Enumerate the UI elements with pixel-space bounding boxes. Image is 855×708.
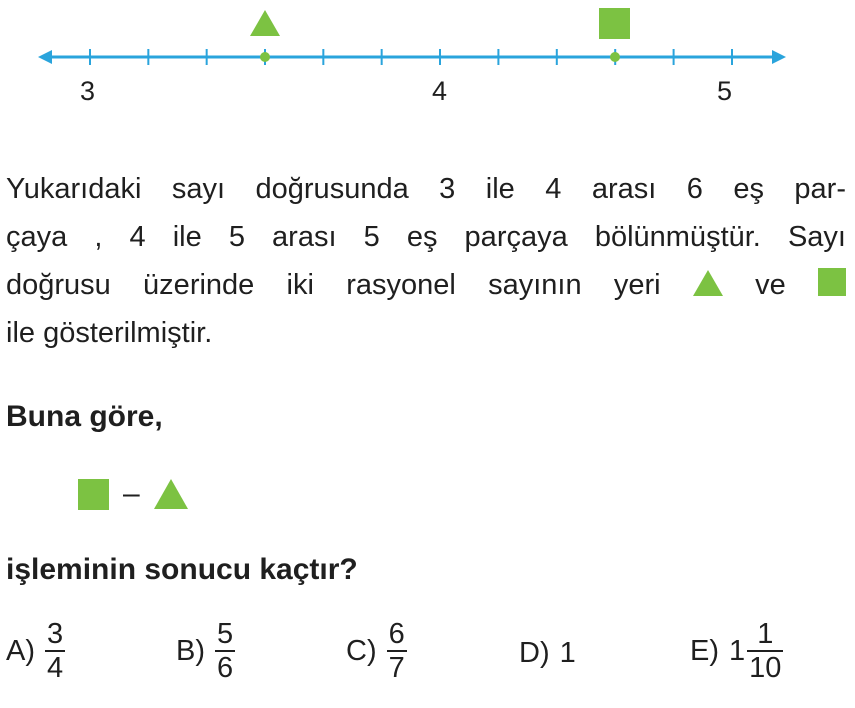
option-c-numerator: 6 — [388, 618, 405, 650]
option-a-denominator: 4 — [47, 652, 64, 684]
paragraph-ve: ve — [755, 269, 786, 301]
tick-label-3: 3 — [80, 76, 96, 106]
triangle-icon — [693, 270, 723, 296]
option-e-fraction — [747, 618, 783, 684]
paragraph-line-4: ile gösterilmiştir. — [6, 317, 213, 349]
triangle-icon — [250, 10, 280, 36]
question-text: işleminin sonucu kaçtır? — [6, 553, 358, 586]
option-b[interactable] — [176, 618, 235, 684]
paragraph-line-1: Yukarıdaki sayı doğrusunda 3 ile 4 arası 6 eş par- — [6, 173, 846, 205]
option-e[interactable] — [690, 618, 783, 684]
option-a-fraction — [45, 618, 65, 684]
square-icon — [599, 8, 630, 39]
option-b-label: B) — [176, 634, 205, 667]
right-arrowhead — [772, 50, 786, 64]
option-c[interactable] — [346, 618, 407, 684]
option-d-value: 1 — [559, 637, 576, 669]
option-a-numerator: 3 — [47, 618, 64, 650]
paragraph-line-3-text: doğrusu üzerinde iki rasyonel sayının yeri — [6, 269, 661, 301]
option-d-label: D) — [519, 637, 550, 669]
option-c-denominator: 7 — [388, 652, 405, 684]
heading: Buna göre, — [6, 400, 163, 433]
square-icon — [818, 268, 846, 296]
option-d[interactable] — [519, 637, 576, 670]
option-a[interactable] — [6, 618, 65, 684]
option-c-label: C) — [346, 634, 377, 667]
minus-sign: – — [123, 477, 140, 510]
left-arrowhead — [38, 50, 52, 64]
tick-label-5: 5 — [717, 76, 733, 106]
option-a-label: A) — [6, 634, 35, 667]
option-e-label: E) — [690, 634, 719, 667]
option-b-numerator: 5 — [217, 618, 234, 650]
number-line — [0, 0, 855, 115]
tick-label-4: 4 — [432, 76, 448, 106]
expression — [78, 477, 188, 511]
question-paragraph — [6, 165, 846, 357]
option-c-fraction — [387, 618, 407, 684]
paragraph-line-2: çaya , 4 ile 5 arası 5 eş parçaya bölünmüştür. Sayı — [6, 221, 846, 253]
option-e-denominator: 10 — [749, 652, 782, 684]
square-point-dot — [610, 52, 620, 62]
square-icon — [78, 479, 109, 510]
option-e-whole: 1 — [729, 634, 746, 667]
triangle-icon — [154, 479, 188, 509]
option-e-numerator: 1 — [757, 618, 774, 650]
option-b-denominator: 6 — [217, 652, 234, 684]
option-b-fraction — [215, 618, 235, 684]
paragraph-line-3 — [6, 261, 846, 309]
triangle-point-dot — [260, 52, 270, 62]
